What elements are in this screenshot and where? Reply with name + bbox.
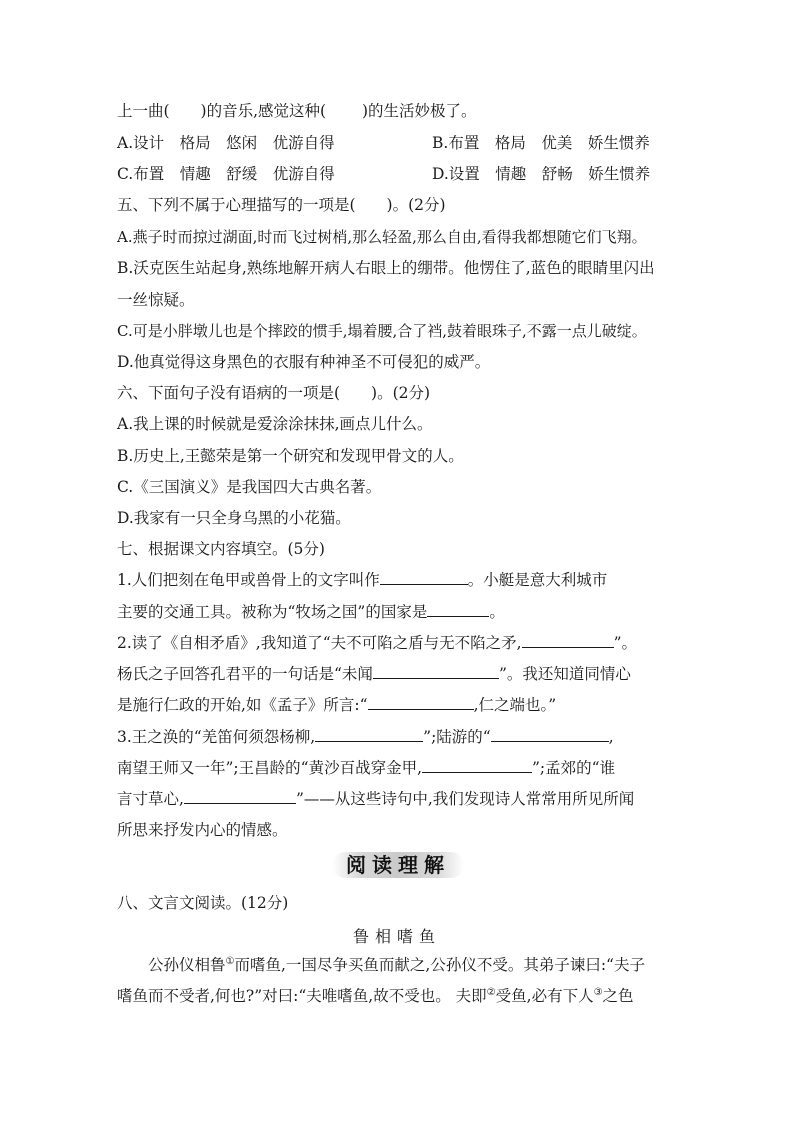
passage-line-2-text-a: 嗜鱼而不受者,何也?”对曰:“夫唯嗜鱼,故不受也。 夫即: [117, 987, 487, 1005]
q5-title: 五、下列不属于心理描写的一项是( )。(2分): [117, 196, 446, 214]
q7-line-4: [117, 664, 631, 684]
q6-option-b: B.历史上,王懿荣是第一个研究和发现甲骨文的人。: [117, 447, 464, 465]
q4-option-b: B.布置 格局 优美 娇生惯养: [432, 134, 650, 152]
q6-option-a: A.我上课的时候就是爱涂涂抹抹,画点儿什么。: [117, 415, 433, 433]
q7-line-6-text-a: 3.王之涣的“羌笛何须怨杨柳,: [117, 728, 316, 746]
fill-blank-lu-you[interactable]: [491, 727, 609, 742]
q7-line-3-text-a: 2.读了《自相矛盾》,我知道了“夫不可陷之盾与无不陷之矛,: [117, 634, 522, 652]
fill-blank-yang-son[interactable]: [373, 664, 499, 679]
q7-line-6: [117, 727, 614, 747]
q7-line-7: [117, 758, 615, 778]
q7-line-3: [117, 633, 637, 653]
story-title: 鲁相嗜鱼: [352, 927, 441, 946]
footnote-marker-1: ①: [225, 955, 235, 967]
fill-blank-pasture-country[interactable]: [427, 602, 489, 617]
q5-option-b: B.沃克医生站起身,熟练地解开病人右眼上的绷带。他愣住了,蓝色的眼睛里闪出: [117, 259, 655, 277]
reading-section-title: 阅读理解: [346, 853, 450, 877]
q7-line-4-text-b: ”。我还知道同情心: [498, 665, 631, 683]
q4-stem: 上一曲( )的音乐,感觉这种( )的生活妙极了。: [117, 102, 477, 120]
passage-line-1-text-a: 公孙仪相鲁: [148, 956, 226, 974]
q7-line-2-text-b: 。: [489, 603, 505, 621]
q7-line-8: [117, 789, 634, 809]
q7-line-8-text-a: 言寸草心,: [117, 790, 184, 808]
q6-option-c: C.《三国演义》是我国四大古典名著。: [117, 478, 382, 496]
q8-title: 八、文言文阅读。(12分): [117, 894, 289, 912]
footnote-marker-3: ③: [593, 986, 603, 998]
q7-line-7-text-a: 南望王师又一年”;王昌龄的“黄沙百战穿金甲,: [117, 759, 422, 777]
passage-line-1: [148, 955, 645, 975]
q5-option-a: A.燕子时而掠过湖面,时而飞过树梢,那么轻盈,那么自由,看得我都想随它们飞翔。: [117, 228, 647, 246]
q7-line-1-text-b: 。小艇是意大利城市: [467, 571, 608, 589]
q7-line-5-text-b: ,仁之端也。”: [473, 696, 557, 714]
q4-option-d: D.设置 情趣 舒畅 娇生惯养: [432, 165, 651, 183]
q7-line-2: [117, 602, 505, 622]
fill-blank-spear-shield[interactable]: [522, 633, 614, 648]
fill-blank-meng-jiao[interactable]: [184, 789, 296, 804]
footnote-marker-2: ②: [486, 986, 496, 998]
q4-option-a: A.设计 格局 悠闲 优游自得: [117, 134, 335, 152]
q5-option-d: D.他真觉得这身黑色的衣服有种神圣不可侵犯的威严。: [117, 353, 491, 371]
q6-option-d: D.我家有一只全身乌黑的小花猫。: [117, 509, 351, 527]
q7-line-2-text-a: 主要的交通工具。被称为“牧场之国”的国家是: [117, 603, 428, 621]
fill-blank-mencius[interactable]: [368, 695, 474, 710]
fill-blank-oracle-bone-script[interactable]: [380, 570, 468, 585]
passage-line-2-text-b: 受鱼,必有下人: [495, 987, 594, 1005]
fill-blank-wang-changling[interactable]: [422, 758, 532, 773]
passage-line-2: [117, 986, 634, 1006]
fill-blank-wang-zhihuan[interactable]: [315, 727, 423, 742]
q7-title: 七、根据课文内容填空。(5分): [117, 540, 325, 558]
q7-line-1-text-a: 1.人们把刻在龟甲或兽骨上的文字叫作: [117, 571, 380, 589]
q7-line-4-text-a: 杨氏之子回答孔君平的一句话是“未闻: [117, 665, 373, 683]
q7-line-7-text-b: ”;孟郊的“谁: [532, 759, 616, 777]
q5-option-b-cont: 一丝惊疑。: [117, 291, 195, 309]
q7-line-8-text-b: ”——从这些诗句中,我们发现诗人常常用所见所闻: [295, 790, 635, 808]
q4-option-c: C.布置 情趣 舒缓 优游自得: [117, 165, 335, 183]
q7-line-6-text-c: ,: [608, 728, 614, 746]
q7-line-6-text-b: ”;陆游的“: [423, 728, 491, 746]
passage-line-1-text-b: 而嗜鱼,一国尽争买鱼而献之,公孙仪不受。其弟子谏曰:“夫子: [234, 956, 645, 974]
q7-line-9: 所思来抒发内心的情感。: [117, 821, 288, 839]
q7-line-1: [117, 570, 607, 590]
q7-line-5-text-a: 是施行仁政的开始,如《孟子》所言:“: [117, 696, 368, 714]
reading-section-banner: [322, 848, 474, 882]
q7-line-3-text-b: ”。: [613, 634, 638, 652]
q5-option-c: C.可是小胖墩儿也是个摔跤的惯手,塌着腰,合了裆,鼓着眼珠子,不露一点儿破绽。: [117, 322, 647, 340]
q6-title: 六、下面句子没有语病的一项是( )。(2分): [117, 384, 431, 402]
q7-line-5: [117, 695, 556, 715]
passage-line-2-text-c: 之色: [602, 987, 634, 1005]
